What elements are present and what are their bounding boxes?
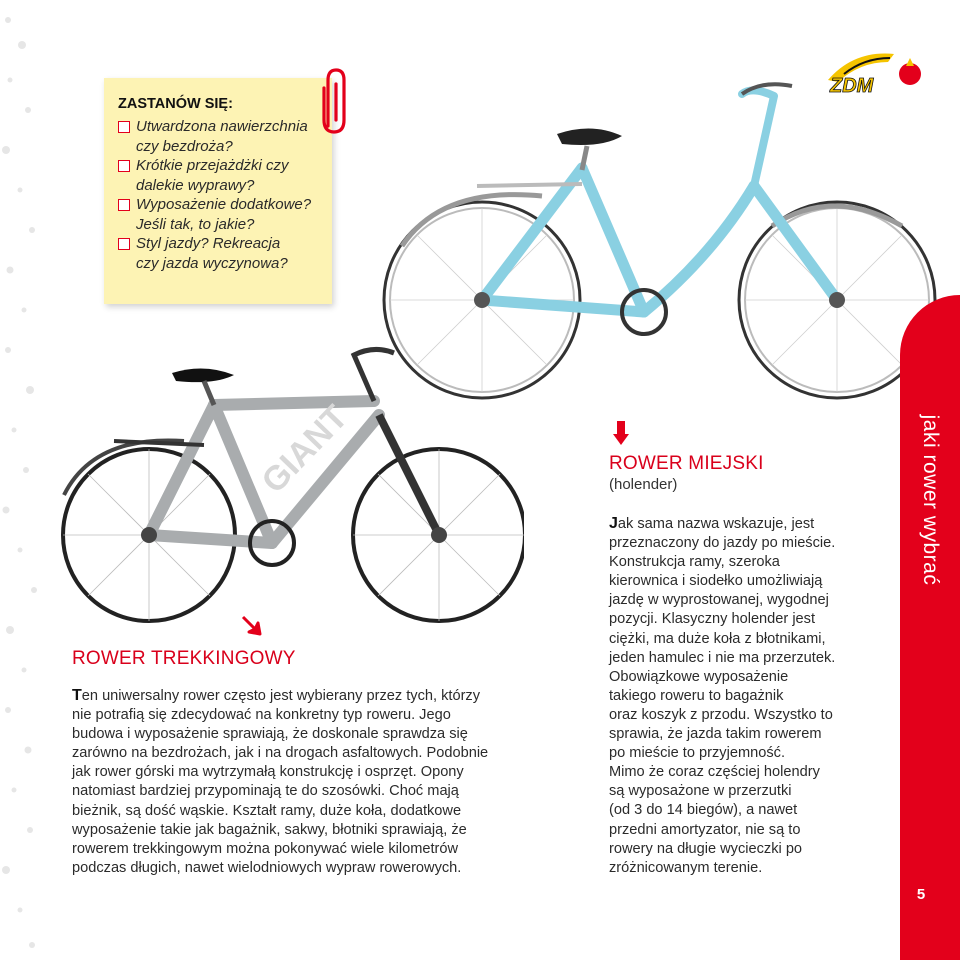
city-bike-heading: ROWER MIEJSKI	[609, 453, 764, 474]
trekking-bike-heading: ROWER TREKKINGOWY	[72, 648, 296, 669]
checklist-item: Wyposażenie dodatkowe? Jeśli tak, to jakie?	[118, 195, 311, 234]
checkbox-icon	[118, 238, 130, 250]
page-number: 5	[916, 886, 926, 903]
svg-text:ZDM: ZDM	[830, 75, 874, 97]
checkbox-icon	[118, 160, 130, 172]
note-title: ZASTANÓW SIĘ:	[118, 96, 233, 112]
frame-brand-label: GIANT	[254, 398, 356, 501]
city-bike-subheading: (holender)	[609, 476, 678, 493]
checklist-item: Krótkie przejażdżki czy dalekie wyprawy?	[118, 156, 311, 195]
checklist-item: Utwardzona nawierzchnia czy bezdroża?	[118, 117, 311, 156]
section-sidebar	[900, 295, 960, 960]
checklist-item: Styl jazdy? Rekreacja czy jazda wyczynowa?	[118, 234, 311, 273]
arrow-down-icon	[612, 420, 630, 446]
note-checklist	[118, 117, 311, 273]
paperclip-icon	[318, 66, 352, 138]
checkbox-icon	[118, 121, 130, 133]
checkbox-icon	[118, 199, 130, 211]
arrow-down-right-icon	[240, 612, 266, 638]
trekking-bike-description: Ten uniwersalny rower często jest wybierany przez tych, którzy nie potrafią się zdecydować na konkretny typ roweru. Jego budowa i wyposażenie sprawiają, że doskonale sprawdza się zarówno na bezdrożach, jak i na drogach asfaltowych. Podobnie jak rower górski ma wytrzymałą konstrukcję i osprzęt. Opony natomiast bardziej przypominają te do szosówki. Choć mają bieżnik, są dość wąskie. Kształt ramy, duże koła, dodatkowe wyposażenie takie jak bagażnik, sakwy, błotniki sprawiają, że rowerem trekkingowym można pokonywać wiele kilometrów podczas długich, nawet wielodniowych wypraw rowerowych.	[72, 687, 489, 876]
decorative-dot-border	[0, 0, 44, 960]
trekking-bike-image	[54, 345, 524, 627]
sticky-note	[104, 78, 332, 304]
section-title: jaki rower wybrać	[919, 414, 942, 586]
city-bike-description: Jak sama nazwa wskazuje, jest przeznaczony do jazdy po mieście. Konstrukcja ramy, szeroka kierownica i siodełko umożliwiają jazdę w wyprostowanej, wygodnej pozycji. Klasyczny holender jest ciężki, ma duże koła z błotnikami, jeden hamulec i nie ma przerzutek. Obowiązkowe wyposażenie takiego roweru to bagażnik oraz koszyk z przodu. Wszystko to sprawia, że jazda takim rowerem po mieście to przyjemność. Mimo że coraz częściej holendry są wyposażone w przerzutki (od 3 do 14 biegów), a nawet przedni amortyzator, nie są to rowery na długie wycieczki po zróżnicowanym terenie.	[609, 515, 836, 876]
